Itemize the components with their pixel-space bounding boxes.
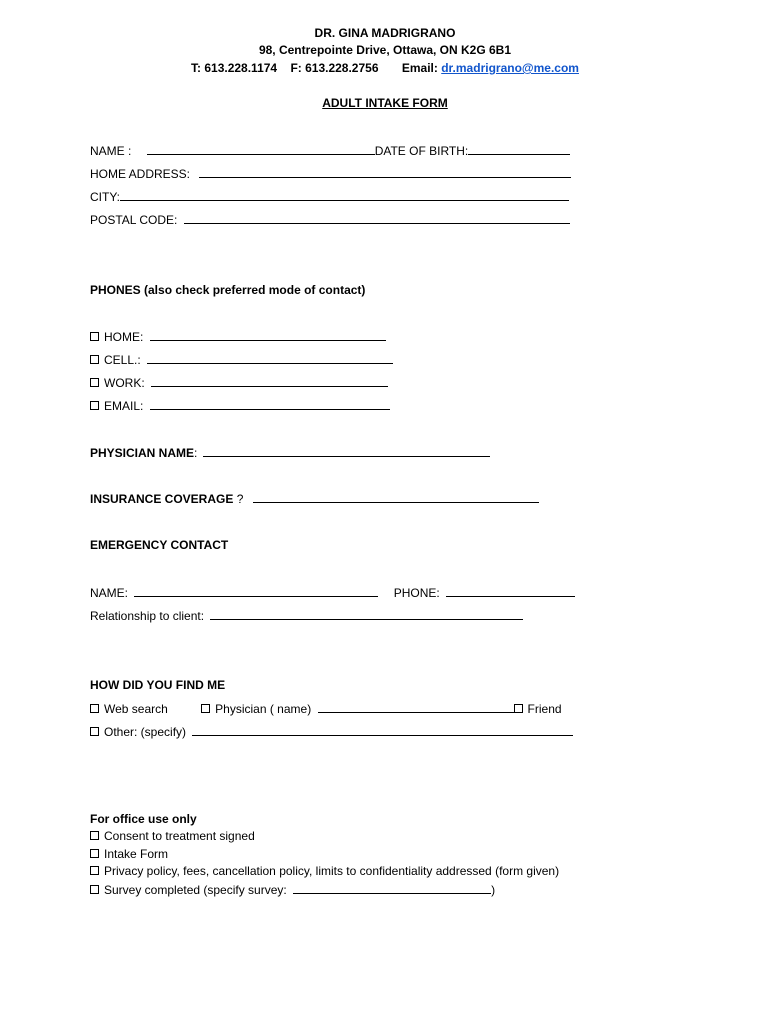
insurance-row <box>90 491 539 506</box>
doctor-name: DR. GINA MADRIGRANO <box>314 26 456 40</box>
work-phone-row <box>90 375 388 390</box>
physician-referral-checkbox[interactable] <box>201 704 210 713</box>
survey-close: ) <box>491 883 496 897</box>
physician-row <box>90 445 490 460</box>
insurance-label: INSURANCE COVERAGE <box>90 492 234 506</box>
city-label: CITY: <box>90 190 121 204</box>
web-search-label: Web search <box>104 702 168 716</box>
survey-label: Survey completed (specify survey: <box>104 883 287 897</box>
home-phone-row <box>90 329 386 344</box>
privacy-row <box>90 864 559 878</box>
email-contact-field[interactable] <box>150 398 390 410</box>
physician-label: PHYSICIAN NAME <box>90 446 195 460</box>
friend-label: Friend <box>527 702 562 716</box>
survey-checkbox[interactable] <box>90 885 99 894</box>
referral-other-row <box>90 724 573 739</box>
address-row <box>90 166 571 181</box>
work-checkbox[interactable] <box>90 378 99 387</box>
email-label: Email: <box>401 61 438 75</box>
email-checkbox[interactable] <box>90 401 99 410</box>
name-row <box>90 143 570 158</box>
cell-phone-row <box>90 352 393 367</box>
office-heading: For office use only <box>90 812 197 826</box>
consent-label: Consent to treatment signed <box>104 829 255 843</box>
referral-heading: HOW DID YOU FIND ME <box>90 678 226 692</box>
cell-phone-field[interactable] <box>147 352 393 364</box>
intake-checkbox[interactable] <box>90 849 99 858</box>
postal-row <box>90 212 570 227</box>
consent-row <box>90 829 255 843</box>
web-search-checkbox[interactable] <box>90 704 99 713</box>
phones-heading: PHONES (also check preferred mode of contact) <box>90 283 366 297</box>
survey-field[interactable] <box>293 882 491 894</box>
work-phone-field[interactable] <box>151 375 388 387</box>
home-checkbox[interactable] <box>90 332 99 341</box>
fax-number: F: 613.228.2756 <box>290 61 379 75</box>
referral-options-row <box>90 701 562 716</box>
consent-checkbox[interactable] <box>90 831 99 840</box>
name-label: NAME : <box>90 144 132 158</box>
email-contact-row <box>90 398 390 413</box>
email-link[interactable]: dr.madrigrano@me.com <box>441 61 579 75</box>
cell-label: CELL.: <box>104 353 141 367</box>
postal-label: POSTAL CODE: <box>90 213 178 227</box>
friend-checkbox[interactable] <box>514 704 523 713</box>
physician-field[interactable] <box>203 445 490 457</box>
relationship-row <box>90 608 523 623</box>
cell-checkbox[interactable] <box>90 355 99 364</box>
physician-colon: : <box>194 446 198 460</box>
insurance-field[interactable] <box>253 491 539 503</box>
emergency-name-row <box>90 585 575 600</box>
email-contact-label: EMAIL: <box>104 399 144 413</box>
contact-line <box>0 61 770 75</box>
other-checkbox[interactable] <box>90 727 99 736</box>
physician-referral-field[interactable] <box>318 701 514 713</box>
address-label: HOME ADDRESS: <box>90 167 191 181</box>
dob-field[interactable] <box>468 143 570 155</box>
home-phone-field[interactable] <box>150 329 386 341</box>
physician-referral-label: Physician ( name) <box>215 702 312 716</box>
other-field[interactable] <box>192 724 573 736</box>
dob-label: DATE OF BIRTH: <box>374 144 469 158</box>
intake-row <box>90 847 168 861</box>
privacy-checkbox[interactable] <box>90 866 99 875</box>
survey-row <box>90 882 495 897</box>
insurance-question: ? <box>233 492 244 506</box>
emergency-heading: EMERGENCY CONTACT <box>90 538 229 552</box>
emergency-phone-label: PHONE: <box>393 586 440 600</box>
form-title: ADULT INTAKE FORM <box>322 96 448 110</box>
clinic-address: 98, Centrepointe Drive, Ottawa, ON K2G 6B1 <box>258 43 512 57</box>
relationship-field[interactable] <box>210 608 523 620</box>
emergency-phone-field[interactable] <box>446 585 575 597</box>
emergency-name-label: NAME: <box>90 586 129 600</box>
city-row <box>90 189 569 204</box>
relationship-label: Relationship to client: <box>90 609 205 623</box>
other-label: Other: (specify) <box>104 725 187 739</box>
phone-number: T: 613.228.1174 <box>191 61 278 75</box>
postal-field[interactable] <box>184 212 570 224</box>
intake-label: Intake Form <box>104 847 169 861</box>
emergency-name-field[interactable] <box>134 585 378 597</box>
home-label: HOME: <box>104 330 144 344</box>
work-label: WORK: <box>104 376 145 390</box>
city-field[interactable] <box>120 189 569 201</box>
name-field[interactable] <box>147 143 375 155</box>
privacy-label: Privacy policy, fees, cancellation policy, limits to confidentiality addressed (form given) <box>104 864 560 878</box>
address-field[interactable] <box>199 166 571 178</box>
